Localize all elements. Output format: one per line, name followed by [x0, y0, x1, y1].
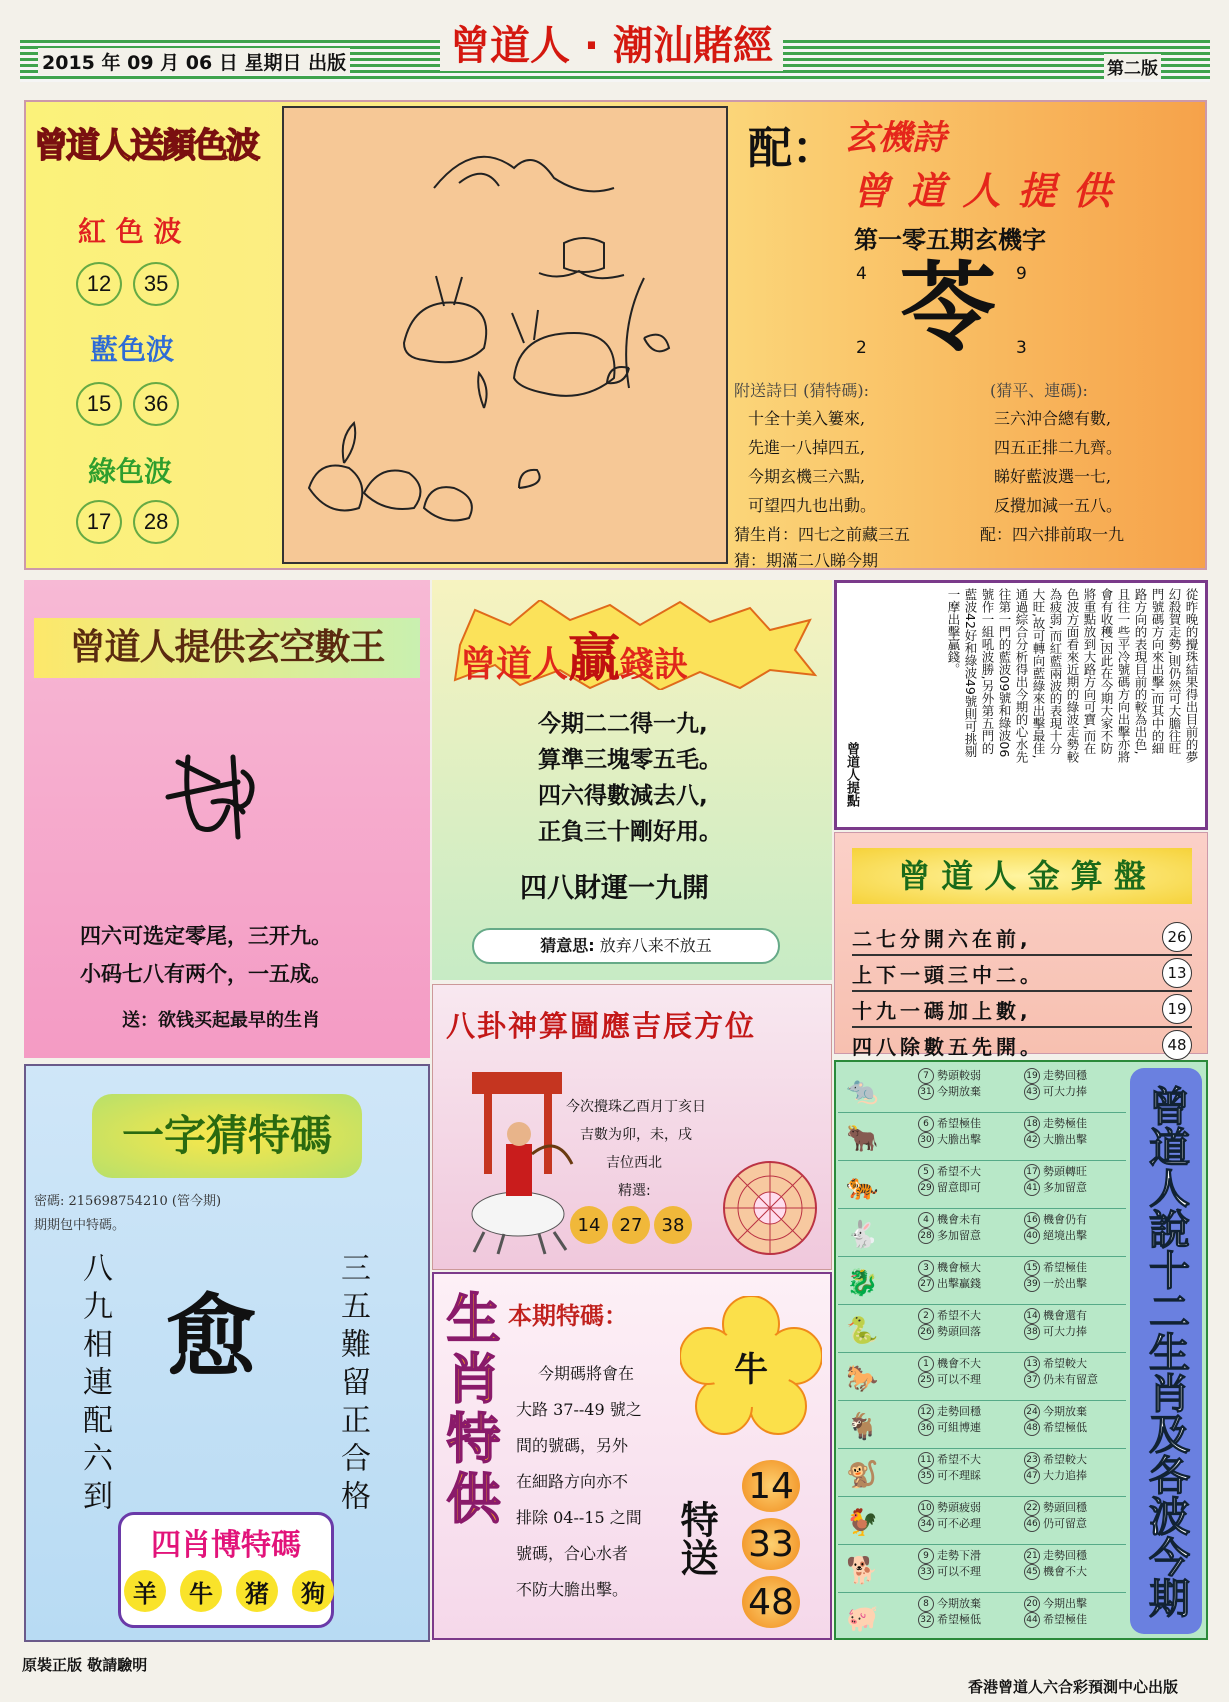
snake-icon: 🐍 [846, 1316, 879, 1346]
zodiac-num: 13 [1024, 1356, 1040, 1372]
zodiac-num: 15 [1024, 1260, 1040, 1276]
bagua-ball: 38 [654, 1206, 692, 1244]
zodiac-note: 今期出擊 [1043, 1597, 1087, 1610]
poem-provider: 曾 道 人 提 供 [852, 169, 1113, 213]
bagua-line4: 精選: [618, 1183, 651, 1199]
bagua-wheel-icon [722, 1160, 818, 1256]
zodiac-row [838, 1208, 1126, 1257]
one-char-title: 一字猜特碼 [92, 1094, 362, 1178]
special-line: 不防大膽出擊。 [516, 1580, 629, 1599]
poem-right-lines [994, 404, 1122, 520]
special-animal: 牛 [734, 1350, 768, 1390]
zodiac-note: 留意即可 [937, 1181, 981, 1194]
zodiac-b [1024, 1596, 1087, 1628]
one-char-left-verse: 八九相連配六到 [77, 1252, 112, 1518]
zodiac-a [918, 1212, 981, 1244]
zodiac-num: 19 [1024, 1068, 1040, 1084]
win-line: 今期二二得一九, [538, 711, 708, 737]
zodiac-note: 勢頭回落 [937, 1325, 981, 1338]
zodiac-num: 9 [918, 1548, 934, 1564]
abacus-row [852, 956, 1192, 992]
zodiac-b [1024, 1068, 1087, 1100]
win-title-part1: 曾道人 [460, 644, 569, 685]
zodiac-note: 走勢回穩 [1043, 1069, 1087, 1082]
zodiac-ball: 猪 [236, 1570, 278, 1612]
zodiac-num: 12 [918, 1404, 934, 1420]
zodiac-note: 走勢回穩 [937, 1405, 981, 1418]
zodiac-note: 機會還有 [1043, 1309, 1087, 1322]
zodiac-note: 機會不大 [1043, 1565, 1087, 1578]
zodiac-b [1024, 1500, 1087, 1532]
zodiac-num: 27 [918, 1276, 934, 1292]
win-fortune: 四八財運一九開 [520, 873, 709, 904]
win-meaning-label: 猜意思: [540, 936, 595, 955]
win-meaning-text: 放弃八来不放五 [599, 936, 712, 955]
zodiac-num: 45 [1024, 1564, 1040, 1580]
zodiac-b [1024, 1452, 1087, 1484]
zodiac-a [918, 1404, 981, 1436]
zodiac-b [1024, 1260, 1087, 1292]
zodiac-a [918, 1500, 981, 1532]
zodiac-row [838, 1448, 1126, 1497]
secret-code-note: 期期包中特碼。 [34, 1218, 126, 1233]
abacus-row [852, 1028, 1192, 1064]
zodiac-b [1024, 1548, 1087, 1580]
zodiac-note: 大力追捧 [1043, 1469, 1087, 1482]
poem-line: 今期玄機三六點, [748, 467, 866, 486]
zodiac-num: 46 [1024, 1516, 1040, 1532]
zodiac-note: 希望極低 [1043, 1421, 1087, 1434]
abacus-row-num: 26 [1162, 922, 1192, 952]
secret-code: 密碼: 215698754210 (管今期) [34, 1194, 222, 1209]
zodiac-note: 希望極佳 [1043, 1261, 1087, 1274]
calligraphy-image [158, 742, 268, 852]
monkey-icon: 🐒 [846, 1460, 879, 1490]
zodiac-a [918, 1308, 981, 1340]
corner-num-br: 3 [1016, 338, 1027, 358]
zodiac-num: 5 [918, 1164, 934, 1180]
zodiac-num: 6 [918, 1116, 934, 1132]
zodiac-a [918, 1596, 981, 1628]
abacus-row-num: 13 [1162, 958, 1192, 988]
zodiac-num: 22 [1024, 1500, 1040, 1516]
zodiac-row [838, 1592, 1126, 1640]
special-line: 排除 04--15 之間 [516, 1508, 642, 1527]
zodiac-num: 34 [918, 1516, 934, 1532]
warrior-image [454, 1064, 582, 1256]
zodiac-note: 機會不大 [937, 1357, 981, 1370]
zodiac-b [1024, 1404, 1087, 1436]
color-wave-title: 曾道人送顏色波 [34, 126, 258, 166]
zodiac-num: 36 [918, 1420, 934, 1436]
poem-guess-period: 猜：期滿二八睇今期 [734, 551, 879, 570]
abacus-row-text: 上下一頭三中二。 [852, 962, 1044, 987]
zodiac-note: 仍可留意 [1043, 1517, 1087, 1530]
header-edition: 第二版 [1104, 54, 1161, 79]
poem-line: 反攪加減一五八。 [994, 496, 1123, 515]
mystery-character: 苓 [900, 252, 996, 364]
pig-icon: 🐖 [846, 1604, 879, 1634]
rabbit-sketch-image [282, 106, 728, 564]
rabbit-icon: 🐇 [846, 1220, 879, 1250]
bagua-numbers [570, 1206, 692, 1244]
zodiac-row [838, 1400, 1126, 1449]
zodiac-num: 26 [918, 1324, 934, 1340]
zodiac-row [838, 1304, 1126, 1353]
zodiac-note: 大膽出擊 [937, 1133, 981, 1146]
header-date: 2015 年 09 月 06 日 星期日 出版 [38, 48, 350, 75]
zodiac-num: 41 [1024, 1180, 1040, 1196]
win-meaning-box [472, 928, 780, 964]
red-wave-numbers [76, 262, 179, 306]
zodiac-num: 8 [918, 1596, 934, 1612]
zodiac-note: 仍未有留意 [1043, 1373, 1098, 1386]
zodiac-note: 勢頭轉旺 [1043, 1165, 1087, 1178]
zodiac-special-side: 生肖特供 [438, 1290, 501, 1530]
zodiac-num: 16 [1024, 1212, 1040, 1228]
zodiac-b [1024, 1308, 1087, 1340]
tiger-icon: 🐅 [846, 1172, 879, 1202]
zodiac-b [1024, 1356, 1098, 1388]
bagua-title: 八卦神算圖應吉辰方位 [446, 1009, 757, 1043]
abacus-row-text: 十九一碼加上數, [852, 998, 1032, 1023]
zodiac-num: 20 [1024, 1596, 1040, 1612]
zodiac-note: 可以不理 [937, 1565, 981, 1578]
poem-left-head: 附送詩曰 (猜特碼): [734, 381, 869, 400]
zodiac-note: 走勢下滑 [937, 1549, 981, 1562]
red-num-1: 12 [76, 262, 122, 306]
zodiac-a [918, 1452, 981, 1484]
xuankong-title: 曾道人提供玄空數王 [34, 618, 420, 678]
zodiac-num: 32 [918, 1612, 934, 1628]
zodiac-b [1024, 1212, 1087, 1244]
zodiac-note: 可組博連 [937, 1421, 981, 1434]
zodiac-note: 希望不大 [937, 1309, 981, 1322]
red-num-2: 35 [133, 262, 179, 306]
zodiac-note: 大膽出擊 [1043, 1133, 1087, 1146]
zodiac-note: 可大力捧 [1043, 1085, 1087, 1098]
zodiac-note: 勢頭回穩 [1043, 1501, 1087, 1514]
zodiac-num: 11 [918, 1452, 934, 1468]
twelve-title: 曾道人說十二生肖及各波今期 [1130, 1068, 1202, 1634]
bagua-ball: 14 [570, 1206, 608, 1244]
one-char-right-verse: 三五難留正合格 [335, 1252, 370, 1518]
poem-title: 玄機詩 [844, 118, 946, 158]
win-title [460, 616, 688, 691]
poem-line: 三六沖合總有數, [994, 409, 1112, 428]
zodiac-note: 可以不理 [937, 1373, 981, 1386]
zodiac-row [838, 1112, 1126, 1161]
zodiac-num: 14 [1024, 1308, 1040, 1324]
four-zodiac-title: 四肖博特碼 [151, 1528, 301, 1563]
zodiac-num: 24 [1024, 1404, 1040, 1420]
win-title-part3: 錢訣 [620, 645, 689, 685]
zodiac-note: 走勢極佳 [1043, 1117, 1087, 1130]
poem-line: 四五正排二九齊。 [994, 438, 1123, 457]
special-line: 今期碼將會在 [538, 1364, 635, 1383]
abacus-rows [852, 920, 1192, 1064]
win-lines [538, 706, 722, 850]
zodiac-note: 希望不大 [937, 1453, 981, 1466]
footer-right: 香港曾道人六合彩預測中心出版 [968, 1678, 1179, 1696]
four-zodiac-list [124, 1570, 334, 1612]
zodiac-num: 37 [1024, 1372, 1040, 1388]
zodiac-num: 17 [1024, 1164, 1040, 1180]
bagua-line3: 吉位西北 [606, 1155, 662, 1171]
zodiac-note: 希望極佳 [937, 1117, 981, 1130]
rat-icon: 🐀 [846, 1076, 879, 1106]
abacus-row-text: 二七分開六在前, [852, 926, 1032, 951]
zodiac-note: 絕境出擊 [1043, 1229, 1087, 1242]
zodiac-ball: 狗 [292, 1570, 334, 1612]
zodiac-note: 今期放棄 [1043, 1405, 1087, 1418]
footer-left: 原裝正版 敬請驗明 [22, 1656, 148, 1674]
special-send-label: 特送 [674, 1500, 718, 1576]
zodiac-note: 機會仍有 [1043, 1213, 1087, 1226]
zodiac-num: 10 [918, 1500, 934, 1516]
zodiac-num: 48 [1024, 1420, 1040, 1436]
blue-wave-label: 藍色波 [90, 333, 175, 366]
zodiac-note: 勢頭疲弱 [937, 1501, 981, 1514]
zodiac-note: 可不理睬 [937, 1469, 981, 1482]
green-num-2: 28 [133, 500, 179, 544]
poem-line: 先進一八掉四五, [748, 438, 866, 457]
corner-num-tl: 4 [856, 264, 867, 284]
zodiac-a [918, 1548, 981, 1580]
poem-left-lines [748, 404, 876, 520]
one-char-character: 愈 [166, 1285, 256, 1390]
dragon-icon: 🐉 [846, 1268, 879, 1298]
zodiac-note: 今期放棄 [937, 1085, 981, 1098]
bagua-line1: 今次攪珠乙酉月丁亥日 [566, 1099, 706, 1115]
zodiac-num: 28 [918, 1228, 934, 1244]
zodiac-b [1024, 1164, 1087, 1196]
poem-line: 十全十美入簍來, [748, 409, 866, 428]
zodiac-note: 今期放棄 [937, 1597, 981, 1610]
zodiac-note: 希望極低 [937, 1613, 981, 1626]
zodiac-note: 希望不大 [937, 1165, 981, 1178]
blue-num-1: 15 [76, 382, 122, 426]
goat-icon: 🐐 [846, 1412, 879, 1442]
poem-subtitle: 第一零五期玄機字 [854, 225, 1046, 254]
dream-sign: 曾道人提點 [844, 742, 859, 807]
abacus-row-num: 19 [1162, 994, 1192, 1024]
poem-right-head: (猜平、連碼): [990, 381, 1088, 400]
zodiac-a [918, 1260, 981, 1292]
zodiac-note: 可大力捧 [1043, 1325, 1087, 1338]
dog-icon: 🐕 [846, 1556, 879, 1586]
special-line: 間的號碼，另外 [516, 1436, 629, 1455]
zodiac-b [1024, 1116, 1087, 1148]
win-line: 算準三塊零五毛。 [538, 747, 722, 773]
zodiac-a [918, 1116, 981, 1148]
zodiac-note: 機會極大 [937, 1261, 981, 1274]
zodiac-a [918, 1068, 981, 1100]
zodiac-num: 39 [1024, 1276, 1040, 1292]
poem-guess-zodiac: 猜生肖：四七之前藏三五 [734, 525, 911, 544]
abacus-title: 曾 道 人 金 算 盤 [852, 848, 1192, 904]
zodiac-note: 一於出擊 [1043, 1277, 1087, 1290]
zodiac-note: 多加留意 [937, 1229, 981, 1242]
zodiac-num: 40 [1024, 1228, 1040, 1244]
abacus-row-text: 四八除數五先開。 [852, 1034, 1044, 1059]
green-wave-numbers [76, 500, 179, 544]
zodiac-row [838, 1064, 1126, 1113]
zodiac-note: 希望極佳 [1043, 1613, 1087, 1626]
zodiac-num: 21 [1024, 1548, 1040, 1564]
red-wave-label: 紅 色 波 [78, 215, 182, 248]
zodiac-num: 2 [918, 1308, 934, 1324]
zodiac-special-text [516, 1356, 642, 1608]
blue-wave-numbers [76, 382, 179, 426]
zodiac-num: 4 [918, 1212, 934, 1228]
zodiac-num: 38 [1024, 1324, 1040, 1340]
zodiac-num: 44 [1024, 1612, 1040, 1628]
xuankong-line3: 送：欲钱买起最早的生肖 [122, 1010, 320, 1031]
zodiac-row [838, 1352, 1126, 1401]
zodiac-note: 可不必理 [937, 1517, 981, 1530]
zodiac-ball: 羊 [124, 1570, 166, 1612]
zodiac-ball: 牛 [180, 1570, 222, 1612]
special-line: 大路 37--49 號之 [516, 1400, 642, 1419]
abacus-row-num: 48 [1162, 1030, 1192, 1060]
zodiac-num: 25 [918, 1372, 934, 1388]
special-line: 在細路方向亦不 [516, 1472, 629, 1491]
zodiac-num: 1 [918, 1356, 934, 1372]
zodiac-num: 23 [1024, 1452, 1040, 1468]
zodiac-row [838, 1256, 1126, 1305]
special-numbers [742, 1460, 800, 1628]
zodiac-num: 31 [918, 1084, 934, 1100]
abacus-row [852, 992, 1192, 1028]
dream-text: 從昨晚的攪珠結果得出目前的夢幻殺賀走勢,則仍然可大膽往旺門號碼方向來出擊,而其中的細路方向的表現目前的較為出色,且往一些平冷號碼方向出擊亦將會有收穫,因此在今期大家不防將重點放到大路方向可寶,而在色波方面看來近期的綠波走勢較為疲弱,而紅藍兩波的表現十分大旺,故可轉向藍綠來出擊最佳,通過綜合分析得出今期的心水先往第一門的藍波09號和綠波06號作一組吼波勝,另外第五門的藍波42好和綠波49號則可挑剔一摩出擊贏錢。 [860, 588, 1200, 764]
zodiac-note: 多加留意 [1043, 1181, 1087, 1194]
header-title: 曾道人 · 潮汕賭經 [440, 14, 783, 71]
zodiac-a [918, 1356, 981, 1388]
zodiac-note: 走勢回穩 [1043, 1549, 1087, 1562]
zodiac-num: 18 [1024, 1116, 1040, 1132]
corner-num-bl: 2 [856, 338, 867, 358]
horse-icon: 🐎 [846, 1364, 879, 1394]
zodiac-note: 機會未有 [937, 1213, 981, 1226]
zodiac-num: 42 [1024, 1132, 1040, 1148]
zodiac-num: 30 [918, 1132, 934, 1148]
poem-pei: 配： [748, 123, 836, 174]
corner-num-tr: 9 [1016, 264, 1027, 284]
zodiac-special-title: 本期特碼： [508, 1302, 628, 1330]
bagua-line2: 吉數为卯，未，戌 [580, 1127, 692, 1143]
special-ball: 48 [742, 1576, 800, 1628]
zodiac-num: 47 [1024, 1468, 1040, 1484]
win-line: 正負三十剛好用。 [538, 819, 722, 845]
special-line: 號碼，合心水者 [516, 1544, 629, 1563]
zodiac-num: 3 [918, 1260, 934, 1276]
zodiac-row [838, 1544, 1126, 1593]
zodiac-num: 35 [918, 1468, 934, 1484]
zodiac-num: 29 [918, 1180, 934, 1196]
zodiac-note: 希望較大 [1043, 1453, 1087, 1466]
zodiac-note: 出擊贏錢 [937, 1277, 981, 1290]
win-line: 四六得數減去八, [538, 783, 708, 809]
poem-line: 睇好藍波選一七, [994, 467, 1112, 486]
poem-line: 可望四九也出動。 [748, 496, 877, 515]
zodiac-note: 希望較大 [1043, 1357, 1087, 1370]
zodiac-num: 33 [918, 1564, 934, 1580]
twelve-table [838, 1064, 1126, 1636]
green-num-1: 17 [76, 500, 122, 544]
special-ball: 14 [742, 1460, 800, 1512]
xuankong-line1: 四六可选定零尾，三开九。 [80, 924, 332, 948]
zodiac-note: 勢頭較弱 [937, 1069, 981, 1082]
zodiac-num: 43 [1024, 1084, 1040, 1100]
xuankong-line2: 小码七八有两个，一五成。 [80, 962, 332, 986]
bagua-ball: 27 [612, 1206, 650, 1244]
zodiac-num: 7 [918, 1068, 934, 1084]
zodiac-a [918, 1164, 981, 1196]
poem-guess-pair: 配：四六排前取一九 [980, 525, 1125, 544]
blue-num-2: 36 [133, 382, 179, 426]
zodiac-row [838, 1160, 1126, 1209]
special-ball: 33 [742, 1518, 800, 1570]
rooster-icon: 🐓 [846, 1508, 879, 1538]
win-title-part2: 贏 [568, 629, 621, 689]
green-wave-label: 綠色波 [88, 455, 173, 488]
zodiac-row [838, 1496, 1126, 1545]
abacus-row [852, 920, 1192, 956]
ox-icon: 🐂 [846, 1124, 879, 1154]
